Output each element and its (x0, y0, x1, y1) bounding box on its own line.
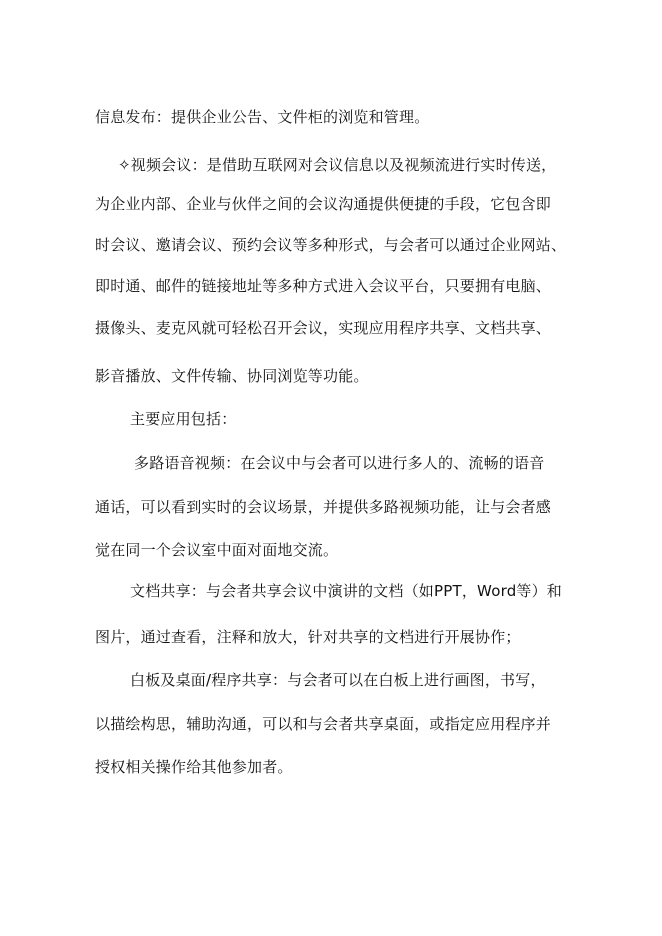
text-line: 文档共享：与会者共享会议中演讲的文档（如PPT，Word等）和 (130, 582, 563, 600)
text-line: 为企业内部、企业与伙伴之间的会议沟通提供便捷的手段，它包含即 (95, 195, 552, 213)
text-line: 觉在同一个会议室中面对面地交流。 (95, 541, 339, 559)
text-line: 影音播放、文件传输、协同浏览等功能。 (95, 367, 369, 385)
text-line: 多路语音视频：在会议中与会者可以进行多人的、流畅的语音 (134, 454, 545, 472)
text-line: 信息发布：提供企业公告、文件柜的浏览和管理。 (95, 108, 430, 126)
text-line: ✧视频会议：是借助互联网对会议信息以及视频流进行实时传送， (118, 156, 557, 174)
text-line: 图片，通过查看，注释和放大，针对共享的文档进行开展协作； (95, 628, 521, 646)
text-line: 授权相关操作给其他参加者。 (95, 758, 293, 776)
text-line: 白板及桌面/程序共享：与会者可以在白板上进行画图，书写， (130, 671, 546, 689)
text-line: 以描绘构思，辅助沟通，可以和与会者共享桌面，或指定应用程序并 (95, 715, 552, 733)
text-line: 时会议、邀请会议、预约会议等多种形式，与会者可以通过企业网站、 (95, 236, 567, 254)
section-heading: 主要应用包括： (130, 410, 237, 428)
text-line: 摄像头、麦克风就可轻松召开会议，实现应用程序共享、文档共享、 (95, 319, 552, 337)
text-line: 通话，可以看到实时的会议场景，并提供多路视频功能，让与会者感 (95, 498, 552, 516)
text-line: 即时通、邮件的链接地址等多种方式进入会议平台，只要拥有电脑、 (95, 277, 552, 295)
